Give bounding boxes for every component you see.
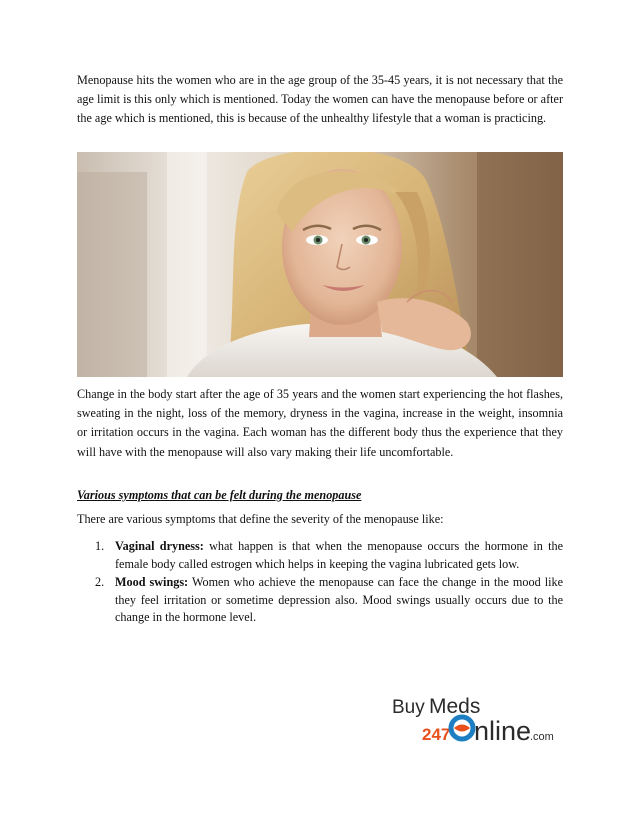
list-item: [77, 574, 563, 627]
list-item-number: 1.: [95, 539, 105, 553]
list-item-term: Mood swings:: [115, 575, 189, 589]
buymeds247online-logo: [392, 691, 562, 747]
woman-portrait-photo: [77, 152, 563, 377]
logo-com-text: .com: [530, 731, 554, 743]
logo-247-text: 247: [422, 725, 451, 744]
list-item: [77, 538, 563, 573]
logo-o-accent-icon: [454, 725, 470, 732]
logo-buy-text: Buy: [392, 697, 425, 718]
intro-paragraph: Menopause hits the women who are in the age group of the 35-45 years, it is not necessary that the age limit is this only which is mentioned. Today the women can have the menopause before or after the age which is mentioned, this is because of the unhealthy lifestyle that a woman is practicing.: [77, 73, 563, 126]
logo-meds-text: Meds: [429, 695, 481, 718]
list-item-term: Vaginal dryness:: [115, 539, 204, 553]
symptoms-intro-paragraph: There are various symptoms that define the severity of the menopause like:: [77, 512, 444, 526]
logo-nline-text: nline: [474, 716, 532, 746]
list-item-number: 2.: [95, 575, 105, 589]
symptoms-heading: Various symptoms that can be felt during the menopause: [77, 488, 362, 502]
list-item-text: Women who achieve the menopause can face the change in the mood like they feel irritation or sometime depression also. Mood swings usually occurs due to the change in the hormone level.: [115, 575, 563, 624]
body-changes-paragraph: Change in the body start after the age of 35 years and the women start experiencing the hot flashes, sweating in the night, loss of the memory, dryness in the vagina, increase in the weight, insomnia or irritation occurs in the vagina. Each woman has the different body thus the experience that they will have with the menopause will also vary making their life uncomfortable.: [77, 387, 563, 459]
symptoms-list: [77, 538, 563, 628]
list-item-text: what happen is that when the menopause occurs the hormone in the female body called estrogen which helps in keeping the vagina lubricated gets low.: [115, 539, 563, 571]
